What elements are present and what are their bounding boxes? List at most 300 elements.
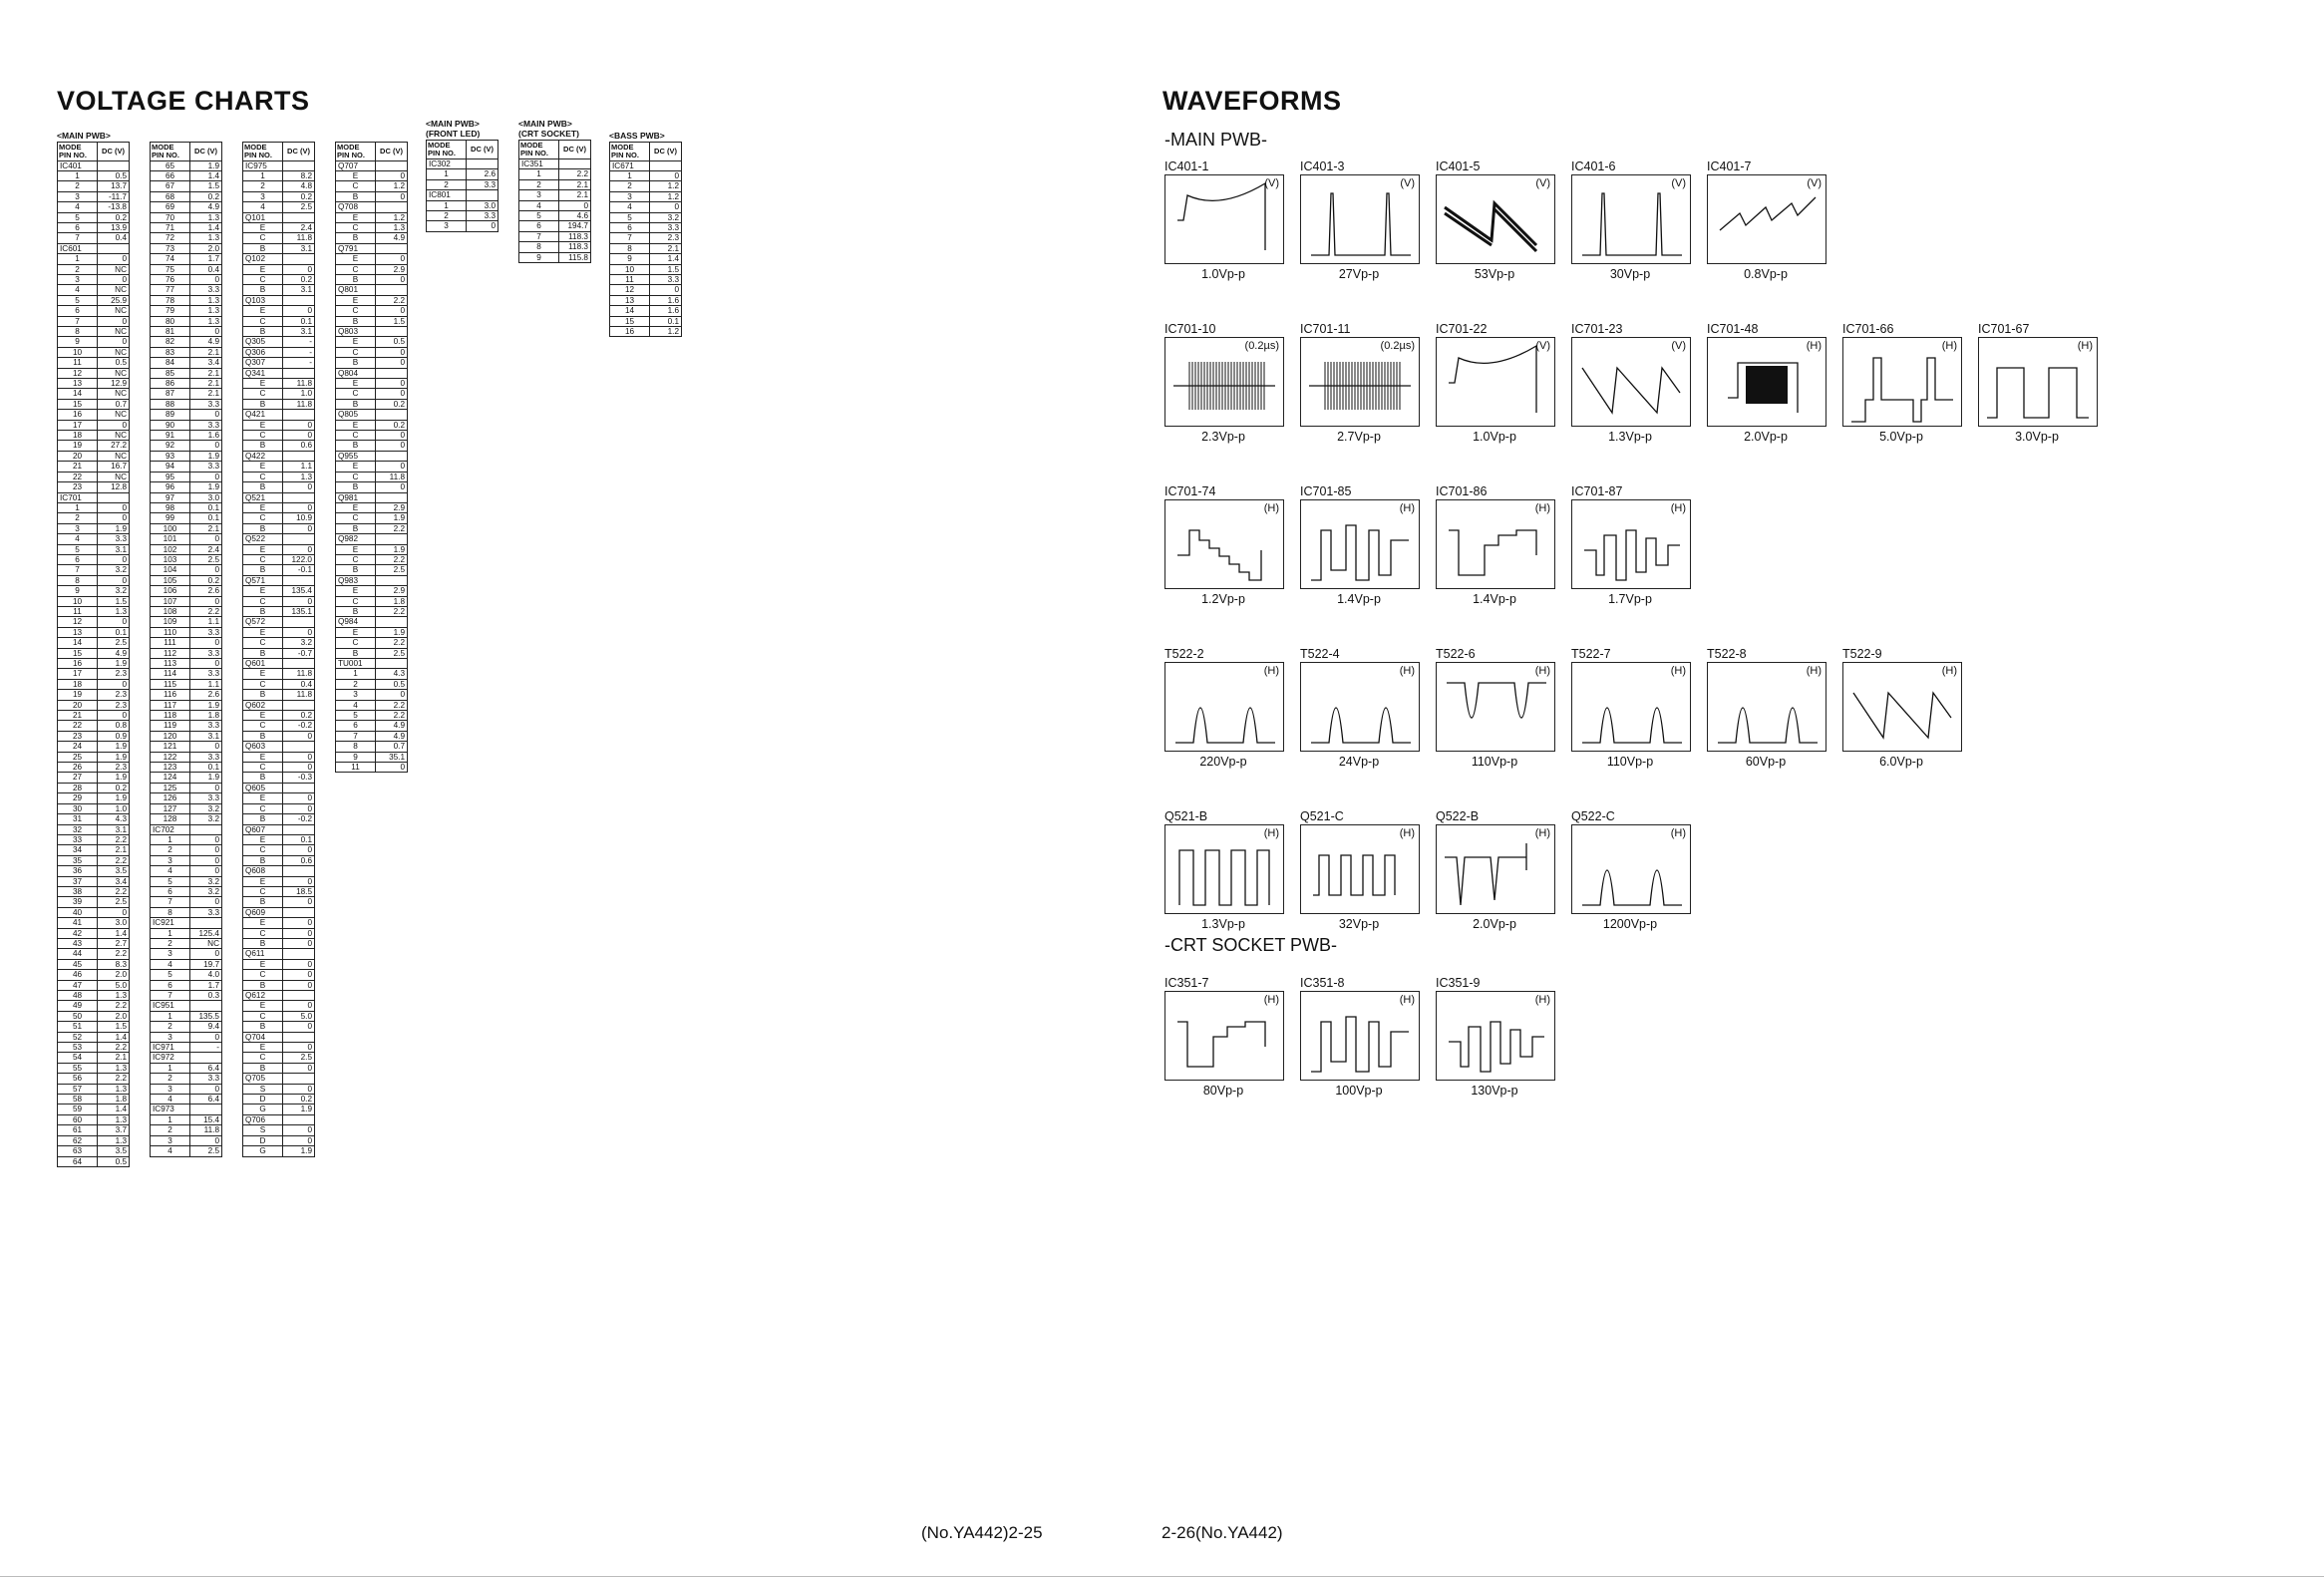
- pin-cell: 18: [58, 431, 98, 441]
- dc-value-cell: [376, 575, 408, 585]
- dc-value-cell: 3.3: [190, 793, 222, 803]
- pin-cell: 5: [610, 212, 650, 222]
- dc-value-cell: 11.8: [376, 472, 408, 481]
- waveform-scale: (H): [1399, 994, 1415, 1006]
- dc-value-cell: 0: [98, 679, 130, 689]
- dc-value-cell: 8.3: [98, 959, 130, 969]
- dc-value-cell: 2.1: [98, 845, 130, 855]
- pin-cell: B: [243, 773, 283, 783]
- component-label: Q607: [243, 824, 283, 834]
- dc-value-cell: 1.2: [650, 181, 682, 191]
- pin-cell: 1: [151, 1114, 190, 1124]
- dc-value-cell: 2.2: [98, 834, 130, 844]
- main-pwb-section-label: -MAIN PWB-: [1164, 130, 1267, 150]
- table-row: [243, 783, 315, 792]
- table-row: [427, 169, 498, 179]
- pin-cell: 74: [151, 254, 190, 264]
- waveform-line: [1718, 708, 1818, 743]
- dc-value-cell: 1.4: [98, 1032, 130, 1042]
- waveform-line: [1584, 530, 1680, 580]
- waveform-scale: (V): [1671, 340, 1686, 352]
- dc-value-cell: 1.9: [190, 700, 222, 710]
- dc-value-cell: 4.9: [376, 731, 408, 741]
- oscilloscope-box: [1164, 662, 1284, 752]
- table-row: [151, 617, 222, 627]
- dc-value-cell: 0.4: [283, 679, 315, 689]
- dc-value-cell: 3.3: [190, 648, 222, 658]
- dc-value-cell: 9.4: [190, 1022, 222, 1032]
- waveform-scale: (H): [1263, 502, 1279, 514]
- table-row: [243, 534, 315, 544]
- dc-value-cell: 0: [376, 274, 408, 284]
- dc-value-cell: 0.6: [283, 441, 315, 451]
- dc-value-cell: 1.8: [98, 1095, 130, 1105]
- table-row: [58, 824, 130, 834]
- dc-value-cell: [98, 492, 130, 502]
- dc-value-cell: 1.8: [376, 596, 408, 606]
- oscilloscope-box: [1571, 337, 1691, 427]
- dc-value-cell: 0: [283, 482, 315, 492]
- dc-value-cell: 2.5: [98, 897, 130, 907]
- dc-value-cell: 1.2: [376, 181, 408, 191]
- dc-value-cell: 3.2: [283, 638, 315, 648]
- table-row: [151, 358, 222, 368]
- table-row: [243, 264, 315, 274]
- pin-cell: 6: [336, 721, 376, 731]
- waveform-name: IC401-3: [1300, 159, 1345, 173]
- dc-value-cell: 0.7: [376, 742, 408, 752]
- dc-value-cell: 25.9: [98, 295, 130, 305]
- component-label: Q421: [243, 410, 283, 420]
- dc-value-cell: 3.1: [190, 731, 222, 741]
- table-row: [151, 690, 222, 700]
- pin-cell: 12: [610, 285, 650, 295]
- pin-cell: 2: [58, 181, 98, 191]
- dc-value-cell: 2.1: [190, 368, 222, 378]
- table-row: [243, 949, 315, 959]
- dc-value-cell: 2.2: [98, 855, 130, 865]
- table-row: [427, 211, 498, 221]
- table-row: [58, 160, 130, 170]
- dc-value-cell: 0: [283, 731, 315, 741]
- pin-cell: 109: [151, 617, 190, 627]
- table-row: [151, 379, 222, 389]
- dc-value-cell: 0: [283, 918, 315, 928]
- pin-cell: 23: [58, 731, 98, 741]
- dc-value-cell: 11.8: [283, 379, 315, 389]
- pin-cell: 11: [336, 763, 376, 773]
- dc-value-cell: 1.2: [650, 191, 682, 201]
- table-row: [243, 160, 315, 170]
- waveform: [1707, 647, 1828, 769]
- table-row: [336, 358, 408, 368]
- table-row: [151, 814, 222, 824]
- oscilloscope-box: [1300, 174, 1420, 264]
- dc-value-cell: 3.3: [190, 721, 222, 731]
- dc-value-cell: [283, 212, 315, 222]
- pin-cell: 1: [336, 669, 376, 679]
- table-row: [58, 1043, 130, 1053]
- waveform-scale: (V): [1535, 177, 1550, 189]
- pin-cell: B: [336, 606, 376, 616]
- waveform: [1842, 647, 1964, 769]
- table-row: [243, 212, 315, 222]
- table-row: [58, 1022, 130, 1032]
- pin-cell: 117: [151, 700, 190, 710]
- pin-cell: 119: [151, 721, 190, 731]
- dc-value-cell: 1.9: [98, 752, 130, 762]
- pin-cell: 7: [58, 565, 98, 575]
- dc-value-cell: 4.8: [283, 181, 315, 191]
- table-row: [151, 1114, 222, 1124]
- table-row: [58, 866, 130, 876]
- pin-cell: B: [243, 285, 283, 295]
- pin-no-header: PIN NO.: [520, 149, 548, 158]
- waveform: [1164, 322, 1286, 444]
- dc-value-cell: NC: [98, 306, 130, 316]
- component-label: IC671: [610, 160, 650, 170]
- voltage-table: [426, 120, 498, 232]
- voltage-table: [335, 132, 408, 773]
- pin-cell: 36: [58, 866, 98, 876]
- pin-cell: C: [336, 306, 376, 316]
- dc-value-cell: 8.2: [283, 170, 315, 180]
- pin-cell: C: [243, 886, 283, 896]
- table-row: [151, 233, 222, 243]
- pin-cell: 2: [243, 181, 283, 191]
- table-row: [610, 254, 682, 264]
- table-row: [336, 347, 408, 357]
- table-board-label: <MAIN PWB> (FRONT LED): [426, 119, 481, 139]
- oscilloscope-box: [1978, 337, 2098, 427]
- table-row: [58, 327, 130, 337]
- table-row: [151, 1105, 222, 1114]
- table-row: [151, 638, 222, 648]
- waveform: [1300, 647, 1422, 769]
- table-row: [58, 1032, 130, 1042]
- dc-value-cell: 2.5: [283, 202, 315, 212]
- waveform-name: Q521-B: [1164, 809, 1208, 823]
- pin-cell: 27: [58, 773, 98, 783]
- table-row: [519, 231, 591, 241]
- dc-value-cell: 1.2: [376, 212, 408, 222]
- table-row: [243, 544, 315, 554]
- voltage-table: [518, 120, 591, 263]
- dc-value-cell: 0: [283, 763, 315, 773]
- table-row: [58, 814, 130, 824]
- table-row: [336, 212, 408, 222]
- dc-value-cell: [190, 1053, 222, 1063]
- dc-value-cell: 0.1: [190, 763, 222, 773]
- table-row: [243, 814, 315, 824]
- pin-cell: 108: [151, 606, 190, 616]
- table-row: [243, 451, 315, 461]
- waveform-amplitude: 1.0Vp-p: [1473, 430, 1516, 444]
- table-row: [243, 170, 315, 180]
- waveform: [1300, 159, 1422, 281]
- component-label: Q103: [243, 295, 283, 305]
- dc-value-cell: [283, 991, 315, 1001]
- pin-cell: 3: [58, 274, 98, 284]
- table-row: [151, 659, 222, 669]
- dc-value-cell: 4.9: [376, 721, 408, 731]
- pin-no-header: PIN NO.: [428, 149, 456, 158]
- pin-cell: 26: [58, 763, 98, 773]
- dc-value-cell: 1.9: [376, 544, 408, 554]
- pin-cell: 22: [58, 472, 98, 481]
- dc-value-cell: NC: [98, 451, 130, 461]
- pin-cell: 24: [58, 742, 98, 752]
- table-row: [610, 285, 682, 295]
- table-board-label: <BASS PWB>: [609, 131, 665, 141]
- dc-value-cell: 2.2: [376, 295, 408, 305]
- table-row: [151, 928, 222, 938]
- table-row: [243, 773, 315, 783]
- dc-value-cell: 2.1: [190, 523, 222, 533]
- dc-value-cell: [283, 492, 315, 502]
- dc-value-cell: 3.1: [283, 285, 315, 295]
- dc-value-cell: [283, 949, 315, 959]
- waveform-line: [1853, 693, 1951, 738]
- component-label: Q611: [243, 949, 283, 959]
- dc-value-cell: 0: [283, 523, 315, 533]
- dc-value-cell: 0.5: [376, 679, 408, 689]
- table-row: [151, 886, 222, 896]
- pin-cell: 18: [58, 679, 98, 689]
- dc-value-cell: 0: [190, 855, 222, 865]
- dc-value-cell: 1.5: [190, 181, 222, 191]
- dc-value-cell: 0: [376, 379, 408, 389]
- table-row: [243, 1063, 315, 1073]
- pin-cell: 46: [58, 970, 98, 980]
- pin-cell: 4: [151, 959, 190, 969]
- dc-value-cell: 4.0: [190, 970, 222, 980]
- table-row: [58, 659, 130, 669]
- waveform-scale: (H): [1534, 502, 1550, 514]
- pin-cell: E: [243, 586, 283, 596]
- component-label: Q571: [243, 575, 283, 585]
- dc-value-cell: 1.3: [98, 606, 130, 616]
- pin-cell: 103: [151, 554, 190, 564]
- pin-cell: 10: [58, 347, 98, 357]
- table-row: [58, 700, 130, 710]
- pin-cell: C: [243, 513, 283, 523]
- pin-cell: 79: [151, 306, 190, 316]
- dc-value-cell: 2.2: [376, 523, 408, 533]
- table-row: [243, 347, 315, 357]
- dc-value-cell: 2.1: [559, 179, 591, 189]
- waveform-name: IC351-7: [1164, 976, 1209, 990]
- table-row: [336, 243, 408, 253]
- table-row: [243, 886, 315, 896]
- table-row: [58, 1063, 130, 1073]
- table-row: [151, 472, 222, 481]
- dc-value-cell: [283, 410, 315, 420]
- pin-cell: C: [243, 596, 283, 606]
- dc-value-cell: 0: [190, 783, 222, 792]
- oscilloscope-box: [1571, 824, 1691, 914]
- pin-cell: 13: [58, 627, 98, 637]
- pin-cell: E: [243, 918, 283, 928]
- dc-value-cell: 3.4: [190, 358, 222, 368]
- pin-cell: C: [336, 513, 376, 523]
- dc-value-cell: 0: [376, 431, 408, 441]
- dc-value-cell: 11.8: [283, 669, 315, 679]
- dc-value-cell: 0: [376, 462, 408, 472]
- table-row: [151, 949, 222, 959]
- table-row: [243, 379, 315, 389]
- table-row: [336, 669, 408, 679]
- table-row: [58, 803, 130, 813]
- dc-value-cell: 3.3: [650, 274, 682, 284]
- dc-value-cell: 1.3: [98, 1114, 130, 1124]
- dc-value-cell: 3.5: [98, 866, 130, 876]
- dc-value-cell: 0.5: [376, 337, 408, 347]
- dc-value-cell: 0.3: [190, 991, 222, 1001]
- table-row: [243, 554, 315, 564]
- waveform: [1164, 976, 1286, 1098]
- pin-cell: 7: [519, 231, 559, 241]
- dc-value-cell: 2.2: [376, 711, 408, 721]
- pin-cell: C: [243, 1053, 283, 1063]
- table-board-label: <MAIN PWB> (CRT SOCKET): [518, 119, 579, 139]
- component-label: IC351: [519, 159, 559, 169]
- dc-value-cell: 0: [283, 1043, 315, 1053]
- dc-value-cell: 1.9: [376, 627, 408, 637]
- dc-value-cell: 0: [190, 441, 222, 451]
- waveform-amplitude: 27Vp-p: [1338, 267, 1380, 281]
- dc-value-cell: 3.3: [190, 627, 222, 637]
- pin-cell: C: [336, 264, 376, 274]
- dc-value-cell: [376, 202, 408, 212]
- table-row: [336, 617, 408, 627]
- table-row: [610, 306, 682, 316]
- waveform-scale: (H): [1399, 502, 1415, 514]
- oscilloscope-box: [1707, 174, 1826, 264]
- table-row: [243, 327, 315, 337]
- table-row: [243, 368, 315, 378]
- table-row: [151, 1095, 222, 1105]
- table-row: [243, 358, 315, 368]
- component-label: Q422: [243, 451, 283, 461]
- pin-cell: 81: [151, 327, 190, 337]
- table-row: [151, 264, 222, 274]
- dc-value-cell: 0.2: [190, 191, 222, 201]
- pin-cell: 6: [151, 886, 190, 896]
- waveform-name: T522-8: [1707, 647, 1747, 661]
- pin-cell: E: [336, 544, 376, 554]
- waveform: [1300, 322, 1422, 444]
- pin-cell: C: [336, 472, 376, 481]
- waveform-scale: (H): [1670, 665, 1686, 677]
- pin-cell: 1: [519, 169, 559, 179]
- table-row: [58, 845, 130, 855]
- pin-cell: 7: [610, 233, 650, 243]
- table-row: [336, 285, 408, 295]
- voltage-table: [57, 132, 130, 1167]
- dc-value-cell: [467, 190, 498, 200]
- table-row: [151, 160, 222, 170]
- dc-value-cell: [376, 410, 408, 420]
- waveform-amplitude: 53Vp-p: [1474, 267, 1515, 281]
- table-row: [243, 1135, 315, 1145]
- waveform-name: IC701-23: [1571, 322, 1623, 336]
- pin-cell: 44: [58, 949, 98, 959]
- dc-value-cell: 15.4: [190, 1114, 222, 1124]
- pin-cell: 1: [58, 502, 98, 512]
- dc-value-cell: 1.5: [98, 596, 130, 606]
- pin-cell: B: [243, 648, 283, 658]
- table-row: [151, 586, 222, 596]
- dc-voltage-header: DC (V): [283, 142, 315, 160]
- dc-value-cell: [190, 918, 222, 928]
- waveform-scale: (H): [2077, 340, 2093, 352]
- pin-cell: G: [243, 1146, 283, 1156]
- table-row: [243, 389, 315, 399]
- waveform-scale: (H): [1399, 665, 1415, 677]
- table-row: [243, 191, 315, 201]
- mode-pin-header: [336, 142, 376, 160]
- waveform-scale: (H): [1534, 827, 1550, 839]
- table-row: [243, 659, 315, 669]
- table-row: [243, 752, 315, 762]
- pin-cell: B: [243, 1063, 283, 1073]
- waveform-scale: (H): [1670, 502, 1686, 514]
- component-label: Q708: [336, 202, 376, 212]
- dc-value-cell: 13.7: [98, 181, 130, 191]
- dc-value-cell: 3.3: [467, 179, 498, 189]
- component-label: Q602: [243, 700, 283, 710]
- table-row: [151, 648, 222, 658]
- pin-cell: B: [336, 482, 376, 492]
- table-row: [427, 221, 498, 231]
- dc-value-cell: -0.1: [283, 565, 315, 575]
- dc-value-cell: 4.6: [559, 211, 591, 221]
- pin-cell: E: [336, 586, 376, 596]
- dc-value-cell: -: [190, 1043, 222, 1053]
- table-row: [336, 399, 408, 409]
- mode-pin-header: [151, 142, 190, 160]
- dc-value-cell: 0: [376, 254, 408, 264]
- pin-cell: 30: [58, 803, 98, 813]
- waveform-amplitude: 3.0Vp-p: [2015, 430, 2059, 444]
- table-row: [151, 845, 222, 855]
- dc-value-cell: 0: [283, 544, 315, 554]
- table-row: [58, 721, 130, 731]
- component-label: Q981: [336, 492, 376, 502]
- table-row: [243, 669, 315, 679]
- table-row: [58, 462, 130, 472]
- table-row: [243, 502, 315, 512]
- pin-cell: 6: [58, 222, 98, 232]
- table-row: [243, 420, 315, 430]
- pin-cell: 98: [151, 502, 190, 512]
- component-label: TU001: [336, 659, 376, 669]
- table-row: [151, 327, 222, 337]
- dc-value-cell: 0: [283, 1135, 315, 1145]
- dc-value-cell: 6.4: [190, 1063, 222, 1073]
- dc-value-cell: -: [283, 337, 315, 347]
- dc-value-cell: 135.4: [283, 586, 315, 596]
- dc-value-cell: 0: [559, 200, 591, 210]
- pin-cell: E: [336, 337, 376, 347]
- dc-value-cell: 3.1: [283, 243, 315, 253]
- pin-cell: 17: [58, 420, 98, 430]
- dc-value-cell: 0: [190, 742, 222, 752]
- table-row: [58, 565, 130, 575]
- dc-value-cell: 1.3: [98, 1135, 130, 1145]
- dc-value-cell: 2.1: [190, 379, 222, 389]
